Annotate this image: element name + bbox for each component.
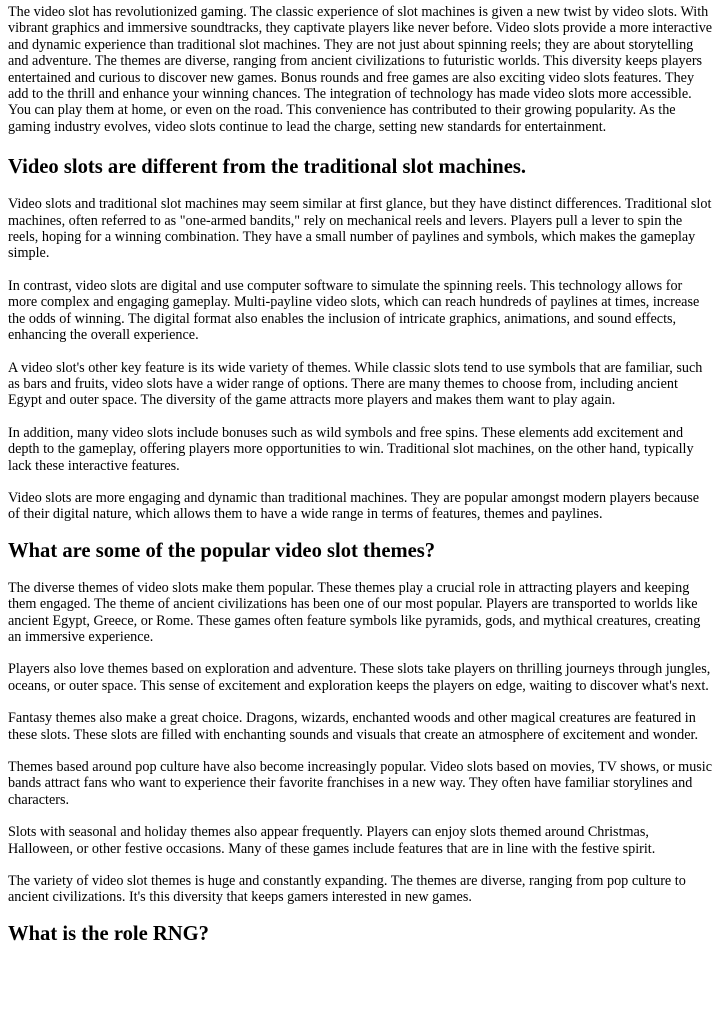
article-body xyxy=(0,4,720,946)
paragraph: Players also love themes based on exploration and adventure. These slots take players on thrilling journeys through jungles, oceans, or outer space. This sense of excitement and exploration keeps the players on edge, waiting to discover what's next. xyxy=(8,661,711,694)
paragraph: The variety of video slot themes is huge and constantly expanding. The themes are diverse, ranging from pop culture to ancient civilizations. It's this diversity that keeps gamers interested in new games. xyxy=(8,873,686,906)
section-heading-rng: What is the role RNG? xyxy=(8,922,209,945)
intro-paragraph: The video slot has revolutionized gaming. The classic experience of slot machines is given a new twist by video slots. With vibrant graphics and immersive soundtracks, they captivate players like never before. Video slots provide a more interactive and dynamic experience than traditional slot machines. They are not just about spinning reels; they are about storytelling and adventure. The themes are diverse, ranging from ancient civilizations to futuristic worlds. This diversity keeps players entertained and curious to discover new games. Bonus rounds and free games are also exciting video slots features. They add to the thrill and enhance your winning chances. The integration of technology has made video slots more accessible. You can play them at home, or even on the road. This convenience has contributed to their growing popularity. As the gaming industry evolves, video slots continue to lead the charge, setting new standards for entertainment. xyxy=(8,4,713,135)
paragraph: Video slots are more engaging and dynamic than traditional machines. They are popular amongst modern players because of their digital nature, which allows them to have a wide range in terms of features, themes and paylines. xyxy=(8,489,700,523)
paragraph: In contrast, video slots are digital and use computer software to simulate the spinning reels. This technology allows for more complex and engaging gameplay. Multi-payline video slots, which can reach hundreds of paylines at times, increase the odds of winning. The digital format also enables the inclusion of intricate graphics, animations, and sound effects, enhancing the overall experience. xyxy=(8,277,700,344)
paragraph: In addition, many video slots include bonuses such as wild symbols and free spins. These elements add excitement and depth to the gameplay, offering players more opportunities to win. Traditional slot machines, on the other hand, typically lack these interactive features. xyxy=(8,424,694,474)
section-heading-themes: What are some of the popular video slot themes? xyxy=(8,539,436,562)
section-heading-differences: Video slots are different from the traditional slot machines. xyxy=(8,156,527,179)
paragraph: Video slots and traditional slot machines may seem similar at first glance, but they have distinct differences. Traditional slot machines, often referred to as "one-armed bandits," rely on mechanical reels and levers. Players pull a lever to spin the reels, hoping for a winning combination. They have a small number of paylines and symbols, which makes the gameplay simple. xyxy=(8,196,712,262)
paragraph: Fantasy themes also make a great choice. Dragons, wizards, enchanted woods and other magical creatures are featured in these slots. These slots are filled with enchanting sounds and visuals that create an atmosphere of excitement and wonder. xyxy=(8,710,699,743)
paragraph: Themes based around pop culture have also become increasingly popular. Video slots based on movies, TV shows, or music bands attract fans who want to experience their favorite franchises in a new way. They often have familiar storylines and characters. xyxy=(8,759,713,808)
paragraph: Slots with seasonal and holiday themes also appear frequently. Players can enjoy slots themed around Christmas, Halloween, or other festive occasions. Many of these games include features that are in line with the festive spirit. xyxy=(8,824,656,857)
paragraph: The diverse themes of video slots make them popular. These themes play a crucial role in attracting players and keeping them engaged. The theme of ancient civilizations has been one of our most popular. Players are transported to worlds like ancient Egypt, Greece, or Rome. These games often feature symbols like pyramids, gods, and mythical creatures, creating an immersive experience. xyxy=(8,579,701,645)
paragraph: A video slot's other key feature is its wide variety of themes. While classic slots tend to use symbols that are familiar, such as bars and fruits, video slots have a wider range of options. There are many themes to choose from, including ancient Egypt and outer space. The diversity of the game attracts more players and makes them want to play again. xyxy=(8,359,703,409)
